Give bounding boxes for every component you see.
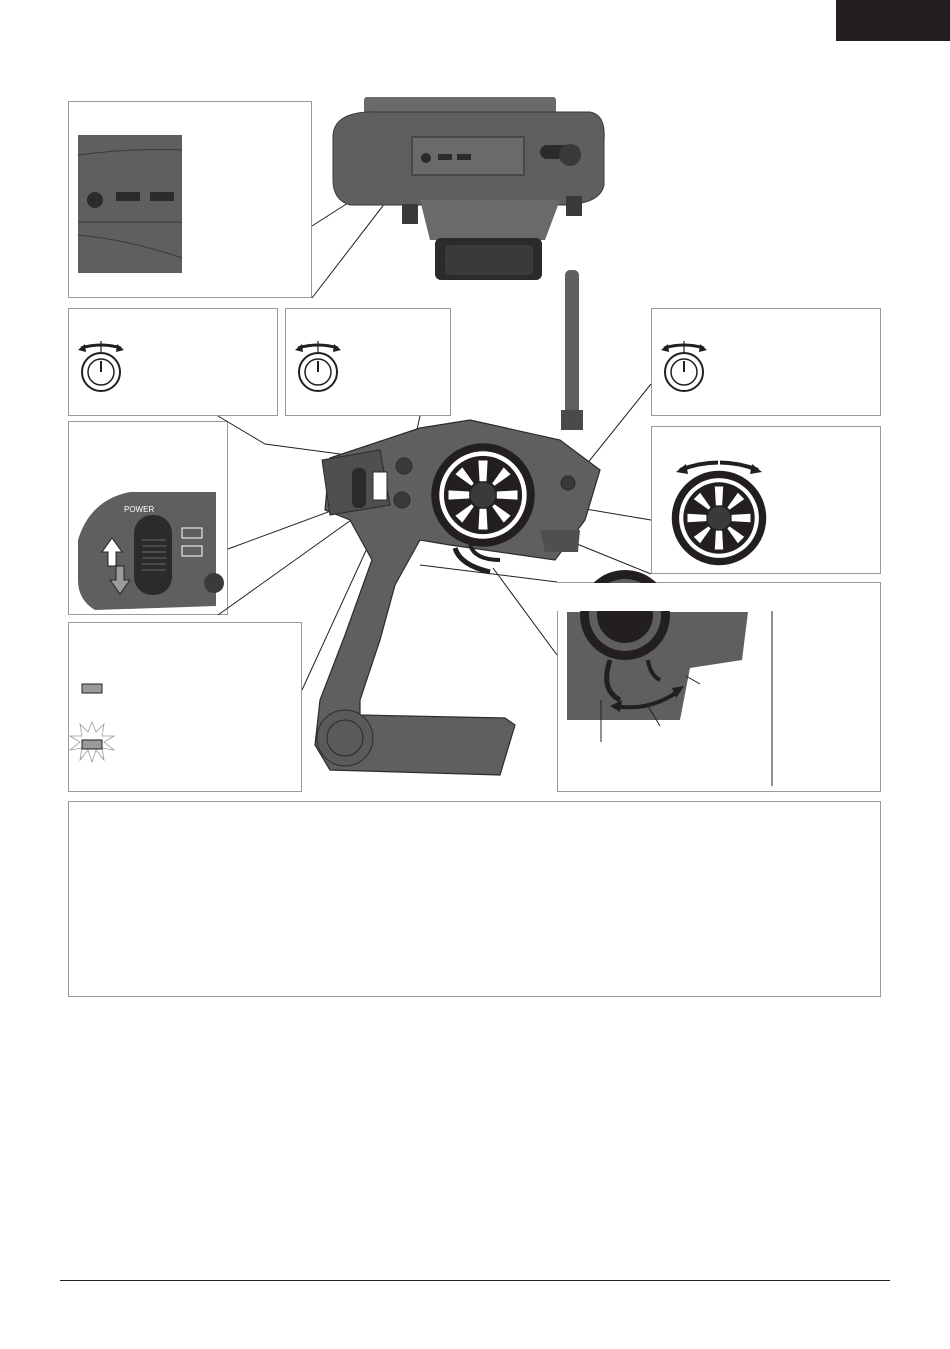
power-label: POWER (124, 505, 155, 514)
power-switch-inset (78, 492, 224, 610)
steering-trim-icon (78, 341, 124, 391)
transmitter-top-view (333, 97, 604, 280)
led-solid-icon (82, 684, 102, 693)
led-flashing-icon (70, 722, 114, 762)
steering-wheel-icon (672, 452, 767, 565)
transmitter-side-view (315, 270, 600, 775)
steering-rate-icon (661, 341, 707, 391)
throttle-trigger-inset (555, 570, 772, 786)
throttle-trim-icon (295, 341, 341, 391)
bind-port-inset (78, 135, 182, 273)
